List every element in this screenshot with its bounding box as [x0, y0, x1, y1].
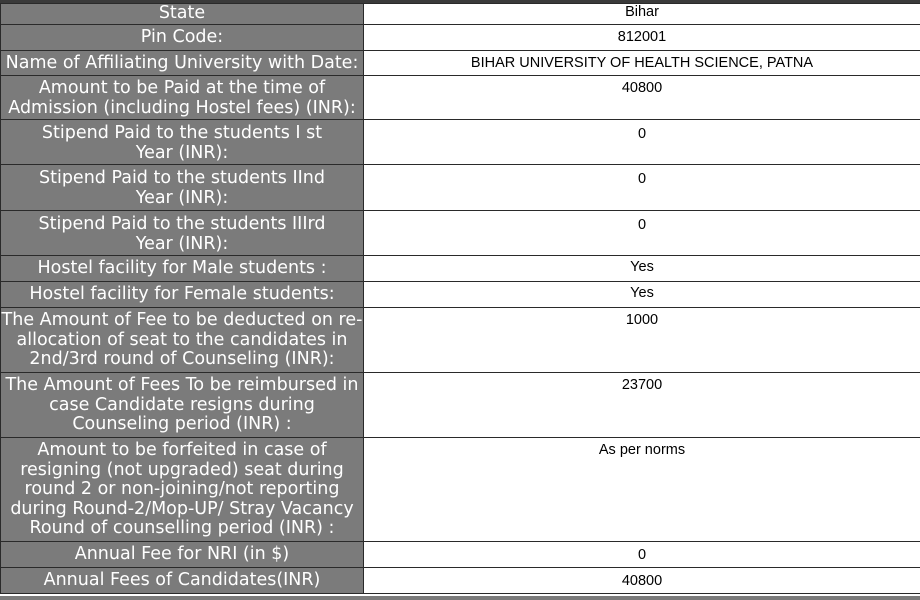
reimbursement-amount-label: The Amount of Fees To be reimbursed in case Candidate resigns during Counseling period (INR) :: [1, 373, 364, 438]
reallocation-fee-value: 1000: [364, 308, 920, 373]
reallocation-fee-label: The Amount of Fee to be deducted on re-allocation of seat to the candidates in 2nd/3rd round of Counseling (INR):: [1, 308, 364, 373]
admission-amount-value: 40800: [364, 76, 920, 120]
affiliating-university-label: Name of Affiliating University with Date:: [1, 51, 364, 76]
table-row-annual-fees: [1, 568, 920, 594]
hostel-female-value: Yes: [364, 282, 920, 308]
table-row-state: [1, 4, 920, 25]
table-row-pin-code: [1, 25, 920, 51]
stipend-year-2-label: Stipend Paid to the students IInd Year (INR):: [1, 165, 364, 211]
table-row-stipend-year-1: [1, 120, 920, 165]
stipend-year-2-value: 0: [364, 165, 920, 211]
state-value: Bihar: [364, 4, 920, 25]
annual-fees-label: Annual Fees of Candidates(INR): [1, 568, 364, 594]
pin-code-label: Pin Code:: [1, 25, 364, 51]
forfeited-amount-value: As per norms: [364, 438, 920, 542]
table-row-reallocation-fee: [1, 308, 920, 373]
hostel-male-label: Hostel facility for Male students :: [1, 256, 364, 282]
table-row-stipend-year-2: [1, 165, 920, 211]
stipend-year-3-value: 0: [364, 211, 920, 256]
table-row-nri-fee: [1, 542, 920, 568]
table-row-admission-amount: [1, 76, 920, 120]
hostel-male-value: Yes: [364, 256, 920, 282]
table-row-forfeited-amount: [1, 438, 920, 542]
nri-fee-label: Annual Fee for NRI (in $): [1, 542, 364, 568]
stipend-year-1-label: Stipend Paid to the students I st Year (INR):: [1, 120, 364, 165]
nri-fee-value: 0: [364, 542, 920, 568]
bottom-border: [0, 596, 920, 600]
table-row-reimbursement-amount: [1, 373, 920, 438]
admission-amount-label: Amount to be Paid at the time of Admission (including Hostel fees) (INR):: [1, 76, 364, 120]
table-row-stipend-year-3: [1, 211, 920, 256]
stipend-year-3-label: Stipend Paid to the students IIIrd Year (INR):: [1, 211, 364, 256]
stipend-year-1-value: 0: [364, 120, 920, 165]
affiliating-university-value: BIHAR UNIVERSITY OF HEALTH SCIENCE, PATNA: [364, 51, 920, 76]
table-row-affiliating-university: [1, 51, 920, 76]
state-label: State: [1, 4, 364, 25]
forfeited-amount-label: Amount to be forfeited in case of resigning (not upgraded) seat during round 2 or non-joining/not reporting during Round-2/Mop-UP/ Stray Vacancy Round of counselling period (INR) :: [1, 438, 364, 542]
reimbursement-amount-value: 23700: [364, 373, 920, 438]
pin-code-value: 812001: [364, 25, 920, 51]
table-row-hostel-female: [1, 282, 920, 308]
table-row-hostel-male: [1, 256, 920, 282]
hostel-female-label: Hostel facility for Female students:: [1, 282, 364, 308]
annual-fees-value: 40800: [364, 568, 920, 594]
institute-details-table: [0, 3, 920, 594]
